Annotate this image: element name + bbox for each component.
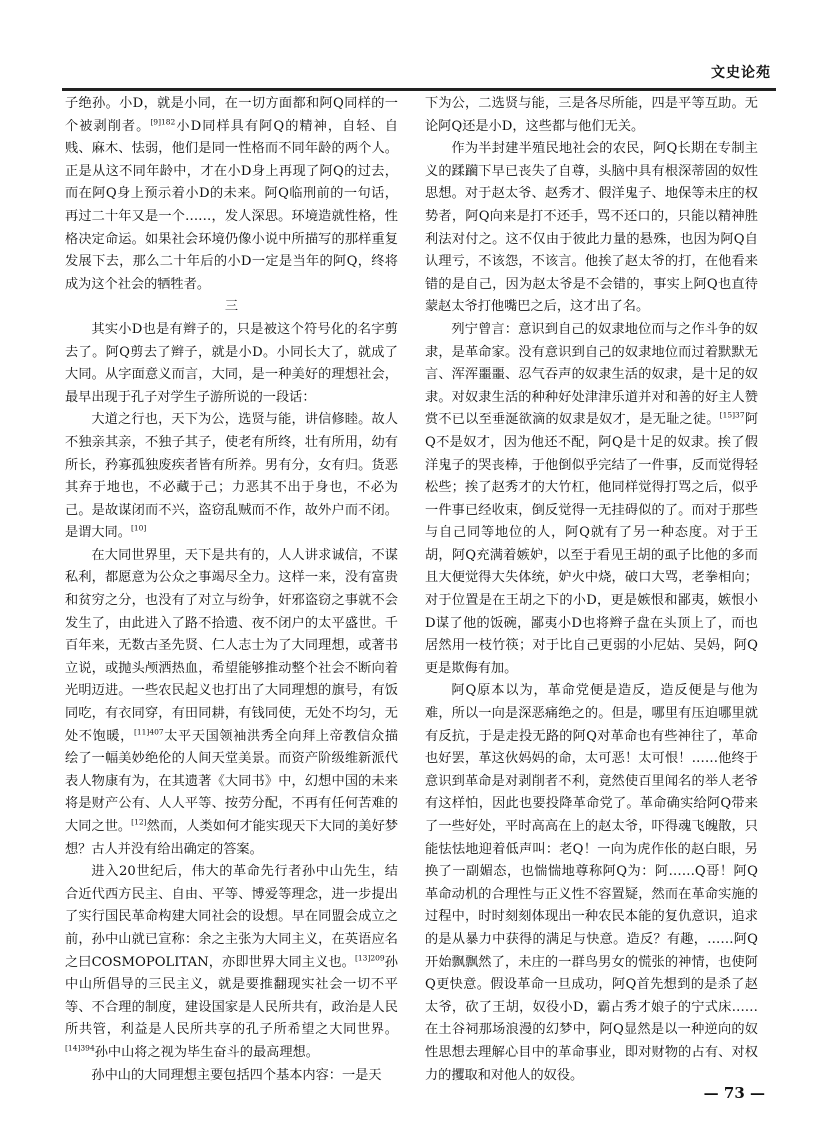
paragraph: 作为半封建半殖民地社会的农民，阿Q长期在专制主义的蹂躏下早已丧失了自尊，头脑中具有根深蒂固的奴性思想。对于赵太爷、赵秀才、假洋鬼子、地保等未庄的权势者，阿Q向来是打不还手，骂不还口的，只能以精神胜利法对付之。这不仅由于彼此力量的悬殊，也因为阿Q自认理亏，不该怨，不该言。他挨了赵太爷的打，在他看来错的是自己，因为赵太爷是不会错的，事实上阿Q也直待蒙赵太爷打他嘴巴之后，这才出了名。 xyxy=(425,141,758,315)
paragraph: 下为公，二选贤与能，三是各尽所能，四是平等互助。无论阿Q还是小D，这些都与他们无关。 xyxy=(425,96,758,134)
paragraph: 在大同世界里，天下是共有的，人人讲求诚信，不谋私利，都愿意为公众之事竭尽全力。这样一来，没有富贵和贫穷之分，也没有了对立与纷争，奸邪盗窃之事就不会发生了，由此进入了路不拾遗、夜不闭户的太平盛世。千百年来，无数古圣先贤、仁人志士为了大同理想，或著书立说，或抛头颅洒热血，希望能够推动整个社会不断向着光明迈进。一些农民起义也打出了大同理想的旗号，有饭同吃，有衣同穿，有田同耕，有钱同使，无处不均匀，无处不饱暖，$^{[11]407}$太平天国领袖洪秀全向拜上帝教信众描绘了一幅美妙绝伦的人间天堂美景。而资产阶级维新派代表人物康有为，在其遗著《大同书》中，幻想中国的未来将是财产公有、人人平等、按劳分配，不再有任何苦难的大同之世。[12]然而，人类如何才能实现天下大同的美好梦想？古人并没有给出确定的答案。 xyxy=(65,547,399,857)
section-title: 文史论苑 xyxy=(711,65,771,81)
paragraph: 孙中山的大同理想主要包括四个基本内容：一是天 xyxy=(91,1067,382,1083)
paragraph: 子绝孙。小D，就是小同，在一切方面都和阿Q同样的一个被剥削者。$^{[9]182}$小D同样具有阿Q的精神，自轻、自贱、麻木、怯弱，他们是同一性格而不同年龄的两个人。正是从这不同年龄中，才在小D身上再现了阿Q的过去，而在阿Q身上预示着小D的未来。阿Q临刑前的一句话，再过二十年又是一个……，发人深思。环境造就性格，性格决定命运。如果社会环境仍像小说中所描写的那样重复发展下去，那么二十年后的小D一定是当年的阿Q，终将成为这个社会的牺牲者。 xyxy=(65,96,398,292)
citation: [10] xyxy=(130,523,147,533)
header-rule xyxy=(62,88,776,91)
citation: [12] xyxy=(131,817,147,827)
left-column xyxy=(65,93,398,1087)
section-heading: 三 xyxy=(224,299,239,315)
citation: [14]394 xyxy=(65,1043,95,1053)
citation: [15]37 xyxy=(719,410,745,420)
paragraph: 进入20世纪后，伟大的革命先行者孙中山先生，结合近代西方民主、自由、平等、博爱等理念，进一步提出了实行国民革命构建大同社会的设想。早在同盟会成立之前，孙中山就已宣称：余之主张为大同主义，在英语应名之曰COSMOPOLITAN，亦即世界大同主义也。$^{[13]209}$孙中山所倡导的三民主义，就是要推翻现实社会一切不平等、不合理的制度，建设国家是人民所共有，政治是人民所共管，利益是人民所共享的孔子所希望之大同世界。$^{[14]394}$孙中山将之视为毕生奋斗的最高理想。 xyxy=(65,864,398,1060)
block-quote: 大道之行也，天下为公，选贤与能，讲信修睦。故人不独亲其亲，不独子其子，使老有所终，壮有所用，幼有所长，矜寡孤独废疾者皆有所养。男有分，女有归。货恶其弃于地也，不必藏于己；力恶其不出于身也，不必为己。是故谋闭而不兴，盗窃乱贼而不作，故外户而不闭。是谓大同。[10] xyxy=(65,412,398,541)
paragraph: 阿Q原本以为，革命党便是造反，造反便是与他为难，所以一向是深恶痛绝之的。但是，哪里有压迫哪里就有反抗，于是走投无路的阿Q对革命也有些神往了，革命也好罢，革这伙妈妈的命，太可恶！太可恨！……他终于意识到革命是对剥削者不利，竟然使百里闻名的举人老爷有这样怕，因此也要投降革命党了。革命确实给阿Q带来了一些好处，平时高高在上的赵太爷，吓得魂飞魄散，只能怯怯地迎着低声叫：老Q！一向为虎作伥的赵白眼，另换了一副媚态，也惴惴地尊称阿Q为：阿……Q哥！阿Q革命动机的合理性与正义性不容置疑，然而在革命实施的过程中，时时刻刻体现出一种农民本能的复仇意识，追求的是从暴力中获得的满足与快意。造反？有趣，……阿Q开始飘飘然了，未庄的一群鸟男女的慌张的神情，也使阿Q更快意。假设革命一旦成功，阿Q首先想到的是杀了赵太爷，砍了王胡，奴役小D，霸占秀才娘子的宁式床……在土谷祠那场浪漫的幻梦中，阿Q显然是以一种逆向的奴性思想去理解心目中的革命事业，即对财物的占有、对权力的攫取和对他人的奴役。 xyxy=(425,683,758,1083)
citation: [9]182 xyxy=(150,117,176,127)
citation: [11]407 xyxy=(133,727,164,737)
citation: [13]209 xyxy=(354,953,385,963)
right-column xyxy=(425,93,758,1087)
paragraph: 列宁曾言：意识到自己的奴隶地位而与之作斗争的奴隶，是革命家。没有意识到自己的奴隶地位而过着默默无言、浑浑噩噩、忍气吞声的奴隶生活的奴隶，是十足的奴隶。对奴隶生活的种种好处津津乐道并对和善的好主人赞赏不已以至垂涎欲滴的奴隶是奴才，是无耻之徒。$^{[15]37}$阿Q不是奴才，因为他还不配，阿Q是十足的奴隶。挨了假洋鬼子的哭丧棒，于他倒似乎完结了一件事，反而觉得轻松些；挨了赵秀才的大竹杠，他同样觉得打骂之后，似乎一件事已经收束，倒反觉得一无挂碍似的了。而对于那些与自己同等地位的人，阿Q就有了另一种态度。对于王胡，阿Q充满着嫉妒，以至于看见王胡的虱子比他的多而且大便觉得大失体统，妒火中烧，破口大骂，老拳相向；对于位置是在王胡之下的小D，更是嫉恨和鄙夷，嫉恨小D谋了他的饭碗，鄙夷小D也将辫子盘在头顶上了，而也居然用一枝竹筷；对于比自己更弱的小尼姑、吴妈，阿Q更是欺侮有加。 xyxy=(425,321,759,676)
page-number: — 73 — xyxy=(703,1084,765,1102)
paragraph: 其实小D也是有辫子的，只是被这个符号化的名字剪去了。阿Q剪去了辫子，就是小D。小同长大了，就成了大同。从字面意义而言，大同，是一种美好的理想社会，最早出现于孔子对学生子游所说的一段话： xyxy=(65,321,398,405)
